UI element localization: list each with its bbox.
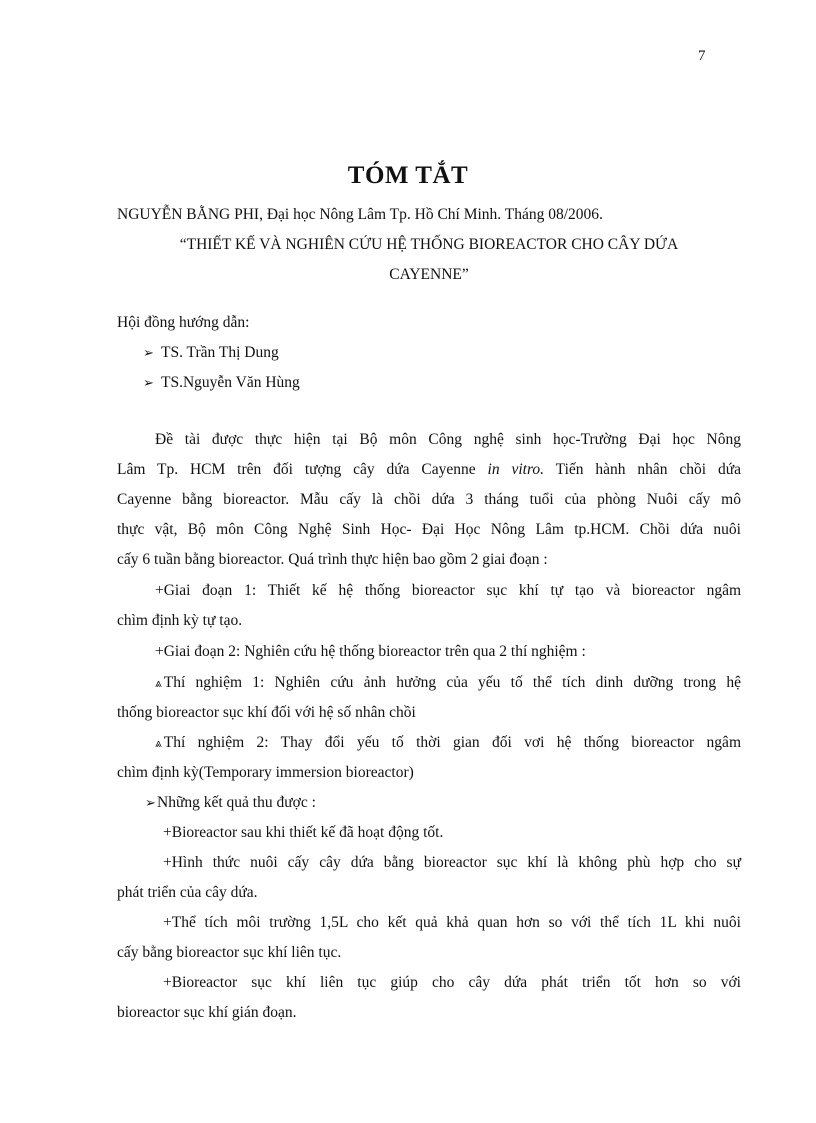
intro-line-5: cấy 6 tuần bằng bioreactor. Quá trình thực hiện bao gồm 2 giai đoạn :: [117, 551, 548, 568]
intro-line-4: thực vật, Bộ môn Công Nghệ Sinh Học- Đại Học Nông Lâm tp.HCM. Chồi dứa nuôi: [117, 521, 741, 538]
arrow-bullet-icon: ➢: [143, 375, 154, 390]
result-4-line-2: bioreactor sục khí gián đoạn.: [117, 1004, 297, 1021]
experiment-1-line-1: [155, 674, 741, 692]
experiment-2-line-2: chìm định kỳ(Temporary immersion bioreactor): [117, 764, 414, 781]
intro-line-2: [117, 461, 741, 479]
triangle-bullet-icon: ⩓: [155, 736, 162, 750]
experiment-text: Thí nghiệm 2: Thay đổi yếu tố thời gian đối vơi hệ thống bioreactor ngâm: [163, 734, 741, 751]
advisors-heading: Hội đồng hướng dẫn:: [117, 314, 250, 331]
advisor-item: [143, 344, 279, 362]
experiment-text: Thí nghiệm 1: Nghiên cứu ảnh hưởng của yếu tố thể tích dinh dưỡng trong hệ: [163, 674, 741, 691]
arrow-bullet-icon: ➢: [145, 795, 156, 810]
results-heading: [145, 794, 316, 812]
arrow-bullet-icon: ➢: [143, 345, 154, 360]
intro-text: Lâm Tp. HCM trên đối tượng cây dứa Cayenne: [117, 461, 488, 478]
triangle-bullet-icon: ⩓: [155, 676, 162, 690]
phase-2-line-1: +Giai đoạn 2: Nghiên cứu hệ thống bioreactor trên qua 2 thí nghiệm :: [155, 643, 586, 660]
thesis-title-line-2: CAYENNE”: [389, 266, 469, 283]
phase-1-line-2: chìm định kỳ tự tạo.: [117, 612, 243, 629]
result-2-line-1: +Hình thức nuôi cấy cây dứa bằng bioreactor sục khí là không phù hợp cho sự: [163, 854, 741, 871]
phase-1-line-1: +Giai đoạn 1: Thiết kế hệ thống bioreactor sục khí tự tạo và bioreactor ngâm: [155, 582, 741, 599]
page-title: TÓM TẮT: [347, 162, 469, 189]
author-line: NGUYỄN BẰNG PHI, Đại học Nông Lâm Tp. Hồ Chí Minh. Tháng 08/2006.: [117, 206, 603, 223]
advisor-name: TS.Nguyễn Văn Hùng: [161, 374, 300, 391]
results-heading-text: Những kết quả thu được :: [157, 794, 316, 811]
experiment-1-line-2: thống bioreactor sục khí đối với hệ số nhân chồi: [117, 704, 416, 721]
thesis-title-line-1: “THIẾT KẾ VÀ NGHIÊN CỨU HỆ THỐNG BIOREACTOR CHO CÂY DỨA: [179, 236, 679, 253]
result-2-line-2: phát triển của cây dứa.: [117, 884, 258, 901]
result-3-line-2: cấy bằng bioreactor sục khí liên tục.: [117, 944, 342, 961]
in-vitro-term: in vitro.: [487, 461, 545, 478]
experiment-2-line-1: [155, 734, 741, 752]
result-1: +Bioreactor sau khi thiết kế đã hoạt động tốt.: [163, 824, 444, 841]
page-number: 7: [698, 48, 706, 64]
intro-line-1: Đề tài được thực hiện tại Bộ môn Công nghệ sinh học-Trường Đại học Nông: [155, 431, 741, 448]
intro-line-3: Cayenne bằng bioreactor. Mẫu cấy là chồi dứa 3 tháng tuổi của phòng Nuôi cấy mô: [117, 491, 741, 508]
intro-text: Tiến hành nhân chồi dứa: [544, 461, 741, 478]
advisor-name: TS. Trần Thị Dung: [161, 344, 279, 361]
advisor-item: [143, 374, 300, 392]
result-3-line-1: +Thể tích môi trường 1,5L cho kết quả khả quan hơn so với thể tích 1L khi nuôi: [163, 914, 741, 931]
result-4-line-1: +Bioreactor sục khí liên tục giúp cho cây dứa phát triển tốt hơn so với: [163, 974, 741, 991]
